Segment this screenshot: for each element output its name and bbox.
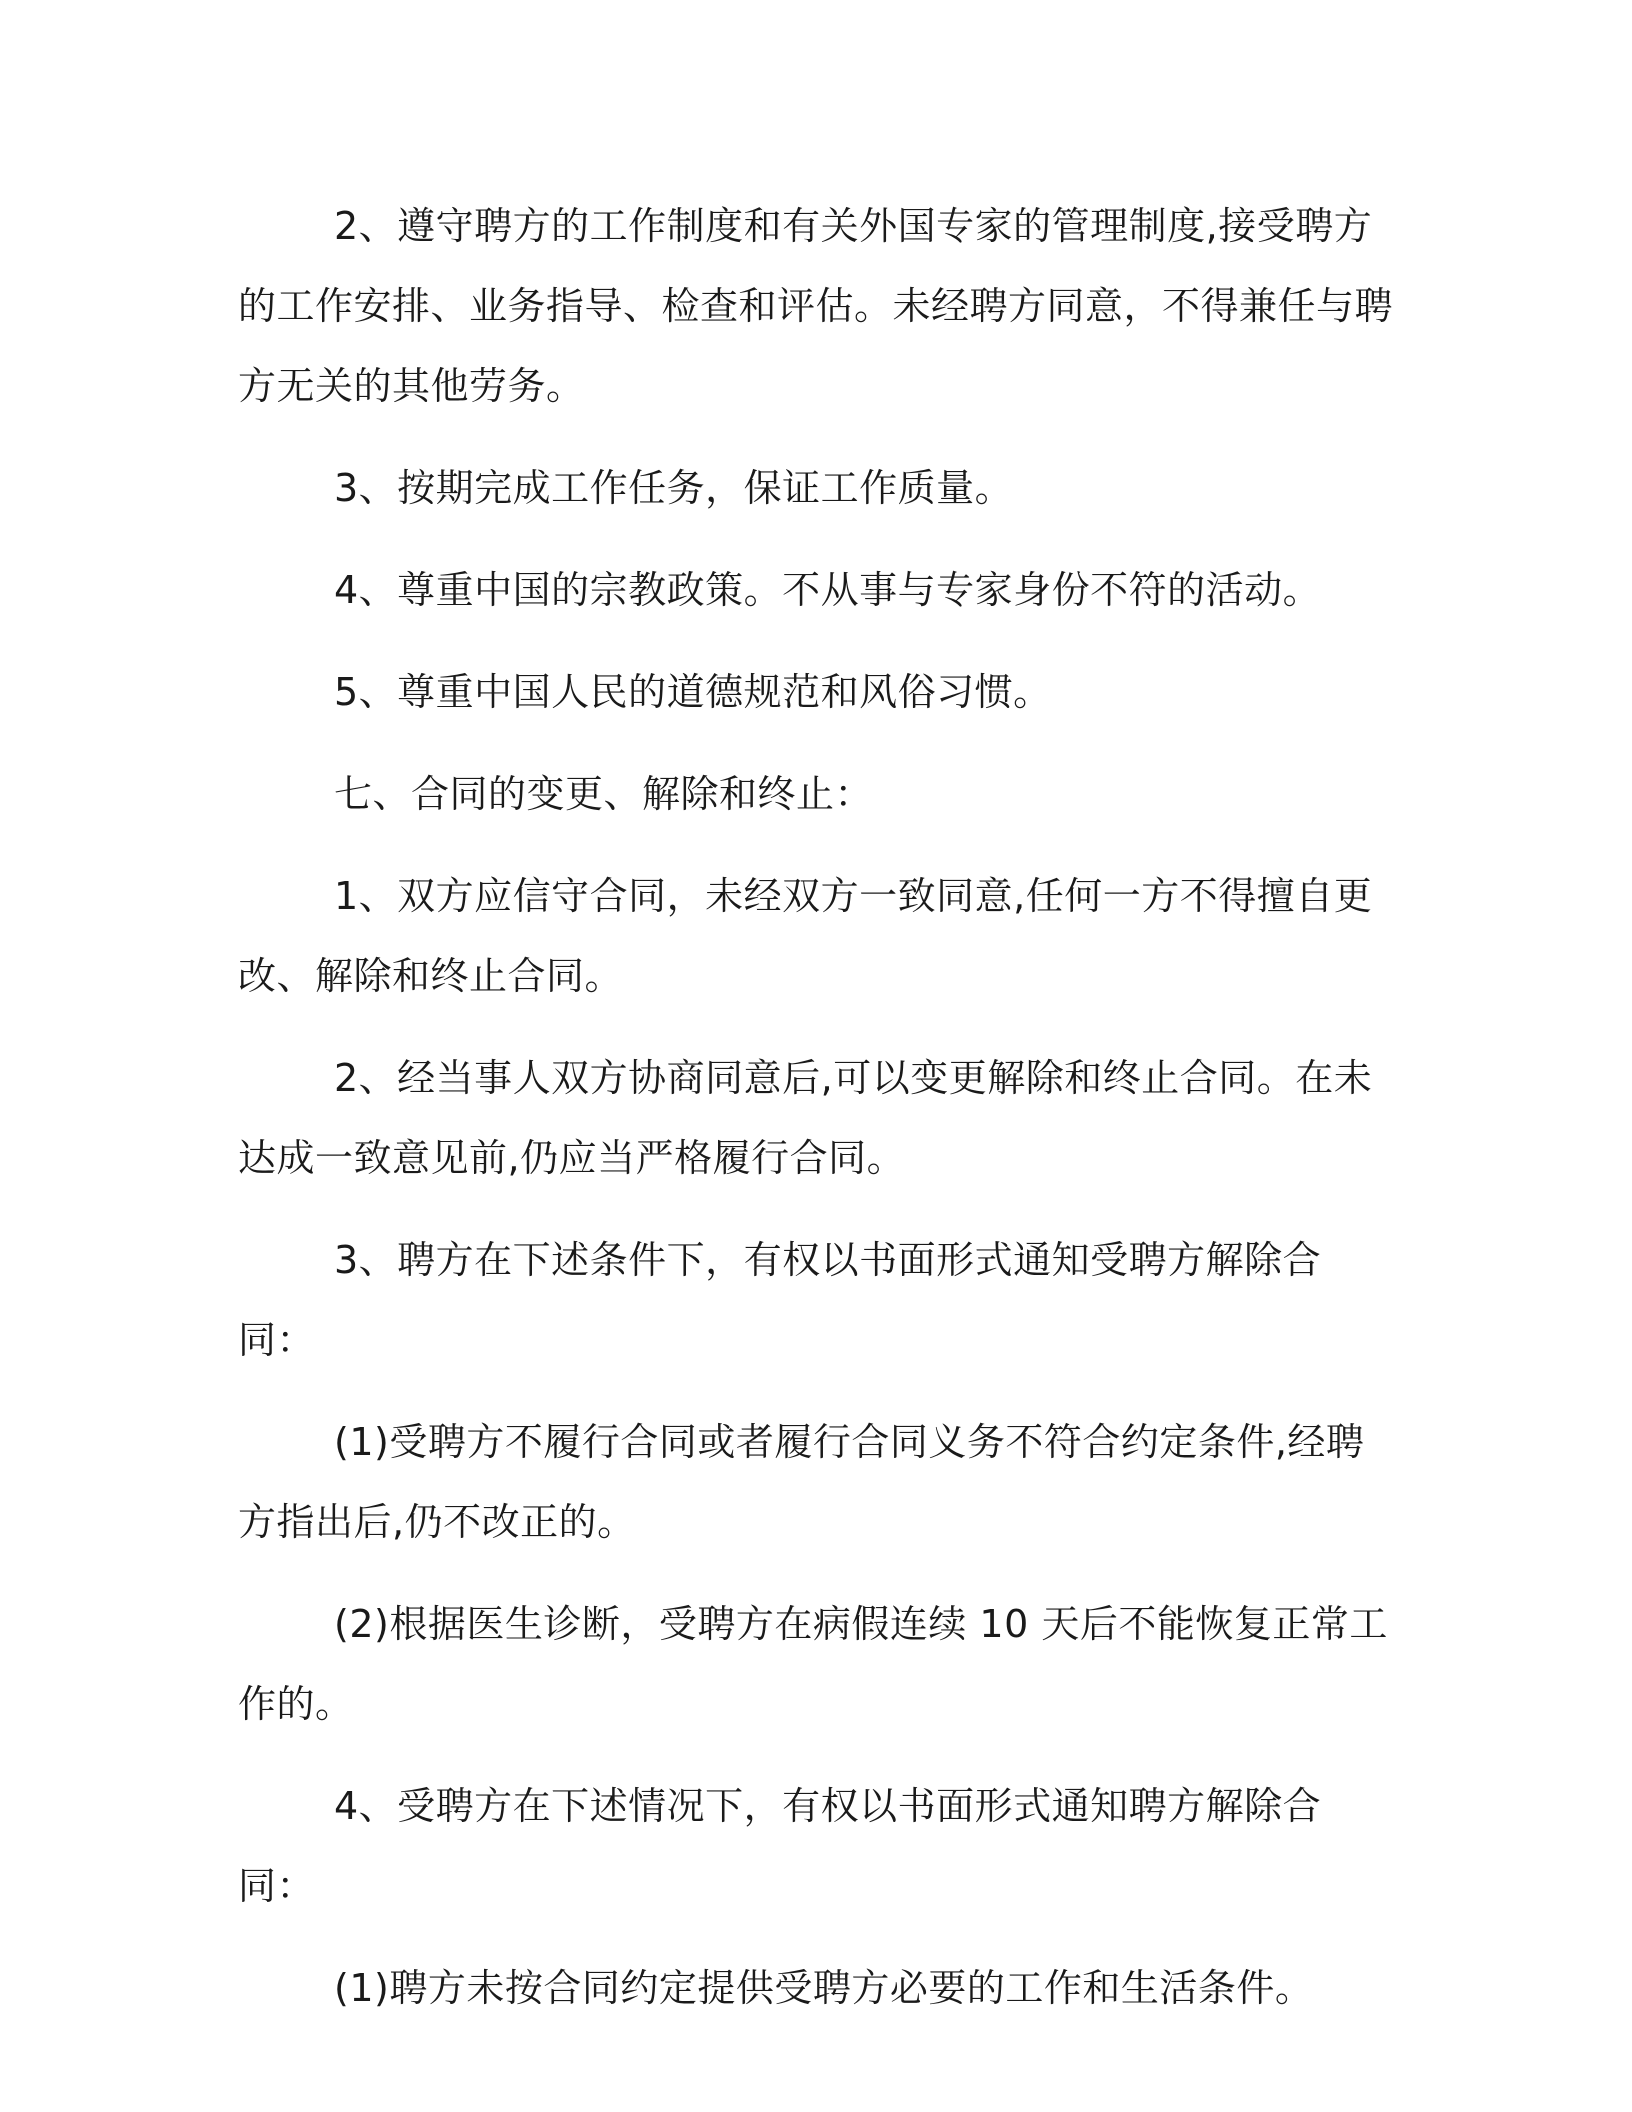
paragraph-change-3-item-2: (2)根据医生诊断，受聘方在病假连续 10 天后不能恢复正常工作的。: [238, 1602, 1388, 1726]
paragraph-clause-5-customs: 5、尊重中国人民的道德规范和风俗习惯。: [334, 670, 1052, 714]
document-body: [238, 186, 1398, 2028]
paragraph-change-3-item-1: (1)受聘方不履行合同或者履行合同义务不符合约定条件,经聘方指出后,仍不改正的。: [238, 1420, 1365, 1544]
paragraph-change-1: 1、双方应信守合同，未经双方一致同意,任何一方不得擅自更改、解除和终止合同。: [238, 874, 1373, 998]
paragraph-change-4: 4、受聘方在下述情况下，有权以书面形式通知聘方解除合同：: [238, 1784, 1322, 1908]
paragraph-clause-3-complete-tasks: 3、按期完成工作任务，保证工作质量。: [334, 466, 1014, 510]
paragraph-clause-2-obey-rules: 2、遵守聘方的工作制度和有关外国专家的管理制度,接受聘方的工作安排、业务指导、检查和评估。未经聘方同意，不得兼任与聘方无关的其他劳务。: [238, 204, 1394, 408]
paragraph-change-4-item-1: (1)聘方未按合同约定提供受聘方必要的工作和生活条件。: [334, 1966, 1314, 2010]
paragraph-clause-4-religious-policy: 4、尊重中国的宗教政策。不从事与专家身份不符的活动。: [334, 568, 1322, 612]
paragraph-change-3: 3、聘方在下述条件下，有权以书面形式通知受聘方解除合同：: [238, 1238, 1322, 1362]
section-heading-contract-change: 七、合同的变更、解除和终止：: [334, 772, 874, 816]
paragraph-change-2: 2、经当事人双方协商同意后,可以变更解除和终止合同。在未达成一致意见前,仍应当严格履行合同。: [238, 1056, 1373, 1180]
